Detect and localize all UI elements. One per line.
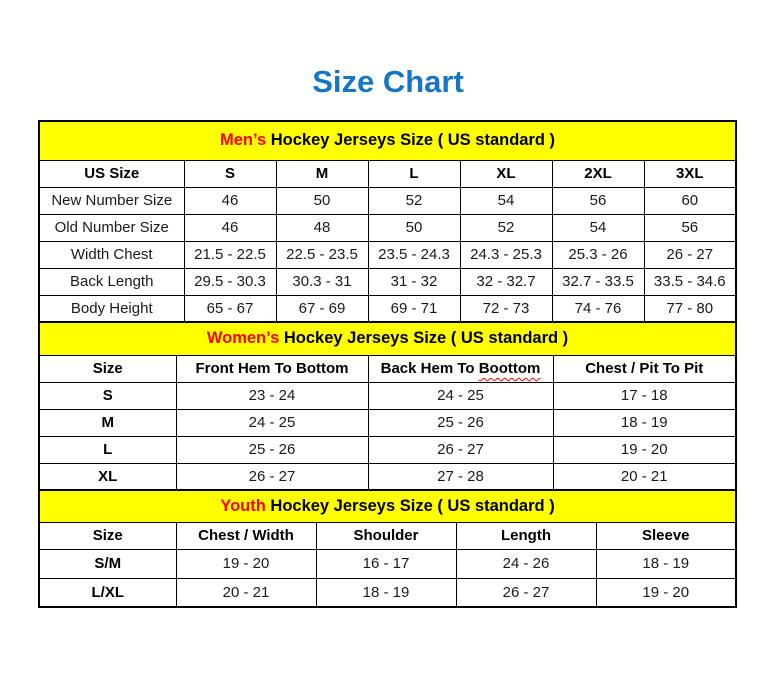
column-header: Length bbox=[456, 522, 596, 549]
size-value-cell: 24 - 26 bbox=[456, 549, 596, 578]
size-value-cell: 54 bbox=[552, 214, 644, 241]
size-value-cell: 54 bbox=[460, 187, 552, 214]
size-value-cell: 18 - 19 bbox=[553, 409, 736, 436]
row-label: XL bbox=[39, 463, 176, 490]
table-row bbox=[39, 436, 736, 463]
size-value-cell: 52 bbox=[460, 214, 552, 241]
section-heading-highlight: Youth bbox=[220, 496, 266, 515]
size-value-cell: 52 bbox=[368, 187, 460, 214]
size-value-cell: 17 - 18 bbox=[553, 382, 736, 409]
section-heading-text: Hockey Jerseys Size ( US standard ) bbox=[265, 496, 555, 515]
column-header: 2XL bbox=[552, 160, 644, 187]
column-header: Chest / Width bbox=[176, 522, 316, 549]
size-value-cell: 24 - 25 bbox=[176, 409, 368, 436]
size-table-mens bbox=[38, 120, 737, 323]
section-rows bbox=[39, 382, 736, 490]
size-value-cell: 23 - 24 bbox=[176, 382, 368, 409]
table-row bbox=[39, 187, 736, 214]
size-value-cell: 50 bbox=[276, 187, 368, 214]
row-label: L bbox=[39, 436, 176, 463]
column-header: Size bbox=[39, 522, 176, 549]
table-row bbox=[39, 382, 736, 409]
size-value-cell: 26 - 27 bbox=[644, 241, 736, 268]
table-row bbox=[39, 578, 736, 607]
table-row bbox=[39, 549, 736, 578]
size-value-cell: 19 - 20 bbox=[596, 578, 736, 607]
size-value-cell: 26 - 27 bbox=[368, 436, 553, 463]
size-value-cell: 72 - 73 bbox=[460, 295, 552, 322]
size-value-cell: 46 bbox=[184, 214, 276, 241]
row-label: Body Height bbox=[39, 295, 184, 322]
size-value-cell: 25 - 26 bbox=[176, 436, 368, 463]
size-value-cell: 18 - 19 bbox=[316, 578, 456, 607]
section-heading bbox=[39, 490, 736, 522]
table-row bbox=[39, 295, 736, 322]
section-heading-text: Hockey Jerseys Size ( US standard ) bbox=[279, 329, 569, 348]
size-value-cell: 24 - 25 bbox=[368, 382, 553, 409]
column-header: Front Hem To Bottom bbox=[176, 355, 368, 382]
table-row bbox=[39, 214, 736, 241]
section-heading-highlight: Women’s bbox=[206, 329, 280, 348]
size-table-youth bbox=[38, 489, 737, 608]
section-heading-highlight: Men’s bbox=[220, 131, 267, 150]
row-label: S bbox=[39, 382, 176, 409]
row-label: Old Number Size bbox=[39, 214, 184, 241]
size-value-cell: 56 bbox=[644, 214, 736, 241]
size-value-cell: 20 - 21 bbox=[553, 463, 736, 490]
column-header: Shoulder bbox=[316, 522, 456, 549]
row-label: Back Length bbox=[39, 268, 184, 295]
misspelled-word: Boottom bbox=[478, 360, 541, 377]
table-row bbox=[39, 268, 736, 295]
section-rows bbox=[39, 187, 736, 322]
size-value-cell: 30.3 - 31 bbox=[276, 268, 368, 295]
section-heading-text: Hockey Jerseys Size ( US standard ) bbox=[266, 131, 556, 150]
size-value-cell: 16 - 17 bbox=[316, 549, 456, 578]
column-header: US Size bbox=[39, 160, 184, 187]
size-value-cell: 25.3 - 26 bbox=[552, 241, 644, 268]
column-header-row bbox=[39, 160, 736, 187]
column-header: S bbox=[184, 160, 276, 187]
size-value-cell: 65 - 67 bbox=[184, 295, 276, 322]
column-header-row bbox=[39, 522, 736, 549]
size-value-cell: 26 - 27 bbox=[176, 463, 368, 490]
size-value-cell: 23.5 - 24.3 bbox=[368, 241, 460, 268]
size-value-cell: 19 - 20 bbox=[553, 436, 736, 463]
column-header: Chest / Pit To Pit bbox=[553, 355, 736, 382]
size-value-cell: 26 - 27 bbox=[456, 578, 596, 607]
size-value-cell: 19 - 20 bbox=[176, 549, 316, 578]
size-value-cell: 31 - 32 bbox=[368, 268, 460, 295]
size-value-cell: 60 bbox=[644, 187, 736, 214]
row-label: M bbox=[39, 409, 176, 436]
column-header: Sleeve bbox=[596, 522, 736, 549]
size-value-cell: 33.5 - 34.6 bbox=[644, 268, 736, 295]
page-title: Size Chart bbox=[312, 64, 464, 99]
column-header: XL bbox=[460, 160, 552, 187]
size-value-cell: 29.5 - 30.3 bbox=[184, 268, 276, 295]
size-value-cell: 21.5 - 22.5 bbox=[184, 241, 276, 268]
size-value-cell: 18 - 19 bbox=[596, 549, 736, 578]
size-value-cell: 67 - 69 bbox=[276, 295, 368, 322]
size-value-cell: 74 - 76 bbox=[552, 295, 644, 322]
size-chart-tables bbox=[38, 120, 735, 608]
section-heading bbox=[39, 121, 736, 160]
column-header-row bbox=[39, 355, 736, 382]
size-value-cell: 22.5 - 23.5 bbox=[276, 241, 368, 268]
table-row bbox=[39, 463, 736, 490]
size-value-cell: 20 - 21 bbox=[176, 578, 316, 607]
size-value-cell: 32 - 32.7 bbox=[460, 268, 552, 295]
column-header: Back Hem To Boottom bbox=[368, 355, 553, 382]
size-value-cell: 46 bbox=[184, 187, 276, 214]
table-row bbox=[39, 241, 736, 268]
row-label: New Number Size bbox=[39, 187, 184, 214]
size-value-cell: 50 bbox=[368, 214, 460, 241]
section-heading-row bbox=[39, 322, 736, 355]
row-label: S/M bbox=[39, 549, 176, 578]
section-heading bbox=[39, 322, 736, 355]
section-heading-row bbox=[39, 490, 736, 522]
size-value-cell: 25 - 26 bbox=[368, 409, 553, 436]
row-label: Width Chest bbox=[39, 241, 184, 268]
size-value-cell: 24.3 - 25.3 bbox=[460, 241, 552, 268]
section-rows bbox=[39, 549, 736, 607]
table-row bbox=[39, 409, 736, 436]
column-header: M bbox=[276, 160, 368, 187]
size-value-cell: 56 bbox=[552, 187, 644, 214]
size-value-cell: 48 bbox=[276, 214, 368, 241]
size-value-cell: 32.7 - 33.5 bbox=[552, 268, 644, 295]
column-header: L bbox=[368, 160, 460, 187]
size-value-cell: 27 - 28 bbox=[368, 463, 553, 490]
column-header: 3XL bbox=[644, 160, 736, 187]
column-header: Size bbox=[39, 355, 176, 382]
size-table-womens bbox=[38, 321, 737, 491]
section-heading-row bbox=[39, 121, 736, 160]
size-value-cell: 77 - 80 bbox=[644, 295, 736, 322]
row-label: L/XL bbox=[39, 578, 176, 607]
size-value-cell: 69 - 71 bbox=[368, 295, 460, 322]
